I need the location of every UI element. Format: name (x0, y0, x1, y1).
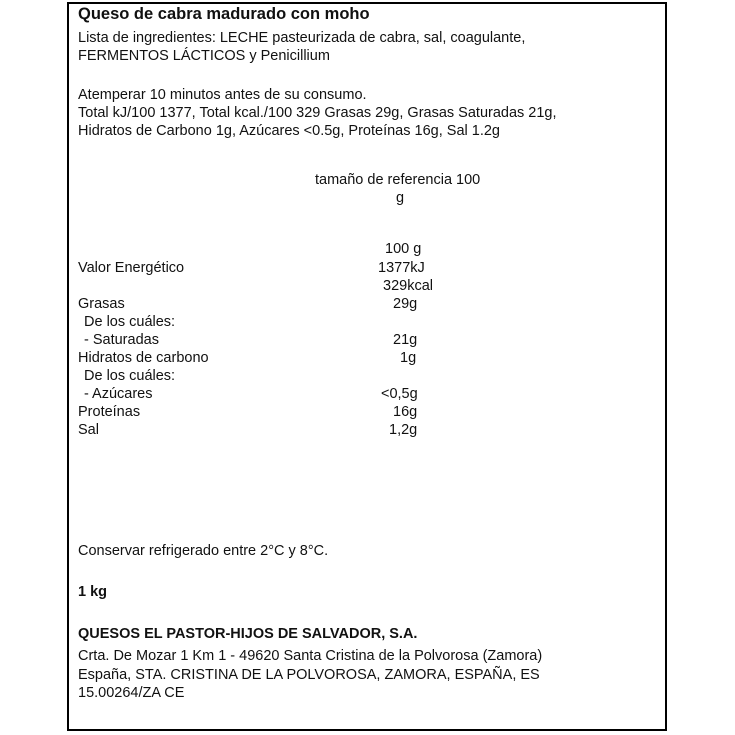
manufacturer-name: QUESOS EL PASTOR-HIJOS DE SALVADOR, S.A. (78, 626, 418, 642)
row-label-sugars: - Azúcares (84, 386, 153, 402)
row-value-carbohydrates: 1g (400, 350, 417, 366)
product-title: Queso de cabra madurado con moho (78, 5, 370, 23)
reference-size-line-1: tamaño de referencia 100 (315, 172, 481, 188)
row-label-fat: Grasas (78, 296, 125, 312)
reference-size-line-2: g (396, 190, 405, 206)
row-label-protein: Proteínas (78, 404, 141, 420)
row-label-fat-of-which: De los cuáles: (84, 314, 176, 330)
row-value-fat: 29g (393, 296, 418, 312)
manufacturer-address-line-2: España, STA. CRISTINA DE LA POLVOROSA, ZAMORA, ESPAÑA, ES (78, 667, 540, 683)
row-value-energy-kcal: 329kcal (383, 278, 433, 294)
nutrition-summary-line-1: Total kJ/100 1377, Total kcal./100 329 Grasas 29g, Grasas Saturadas 21g, (78, 105, 557, 121)
row-label-carbohydrates: Hidratos de carbono (78, 350, 209, 366)
row-label-carbs-of-which: De los cuáles: (84, 368, 176, 384)
storage-instruction: Conservar refrigerado entre 2°C y 8°C. (78, 543, 329, 559)
ingredients-line-1: Lista de ingredientes: LECHE pasteurizada de cabra, sal, coagulante, (78, 30, 526, 46)
row-value-protein: 16g (393, 404, 418, 420)
net-weight: 1 kg (78, 584, 108, 600)
temper-instruction: Atemperar 10 minutos antes de su consumo. (78, 87, 367, 103)
row-label-energy: Valor Energético (78, 260, 185, 276)
row-value-energy-kj: 1377kJ (378, 260, 425, 276)
row-value-sugars: <0,5g (381, 386, 418, 402)
nutrition-summary-line-2: Hidratos de Carbono 1g, Azúcares <0.5g, Proteínas 16g, Sal 1.2g (78, 123, 500, 139)
manufacturer-address-line-3: 15.00264/ZA CE (78, 685, 185, 701)
row-label-salt: Sal (78, 422, 99, 438)
nutrition-column-header: 100 g (385, 241, 422, 257)
row-value-salt: 1,2g (389, 422, 418, 438)
ingredients-line-2: FERMENTOS LÁCTICOS y Penicillium (78, 48, 330, 64)
manufacturer-address-line-1: Crta. De Mozar 1 Km 1 - 49620 Santa Cristina de la Polvorosa (Zamora) (78, 648, 543, 664)
row-label-saturates: - Saturadas (84, 332, 159, 348)
row-value-saturates: 21g (393, 332, 418, 348)
